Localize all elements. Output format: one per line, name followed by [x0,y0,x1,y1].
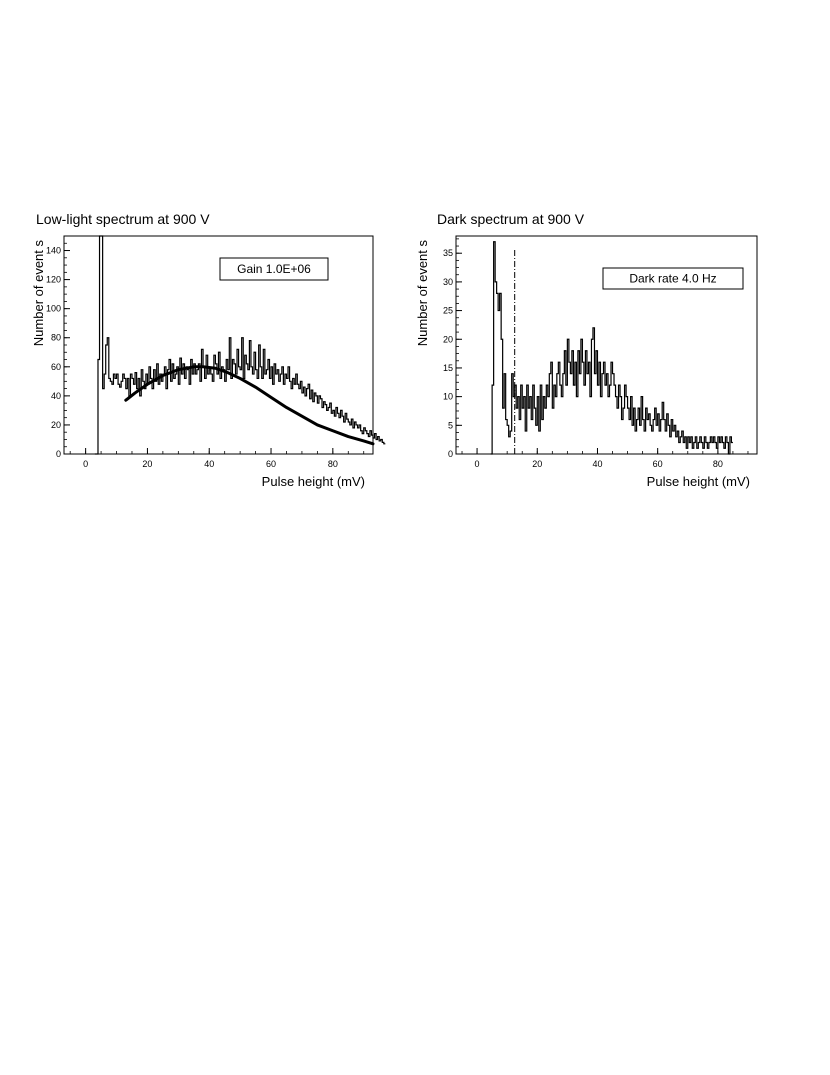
legend-text: Gain 1.0E+06 [237,262,311,276]
y-tick-label: 120 [45,274,61,285]
x-tick-label: 40 [204,459,215,469]
chart-2 [415,211,757,489]
chart-1 [31,211,385,489]
x-tick-label: 80 [327,459,338,469]
x-tick-label: 60 [266,459,277,469]
y-axis-label: Number of event s [31,240,46,347]
x-tick-label: 0 [474,459,480,469]
x-tick-label: 80 [712,459,723,469]
x-tick-label: 0 [83,459,89,469]
y-tick-label: 40 [50,390,61,401]
y-tick-label: 25 [442,305,453,316]
y-tick-label: 60 [50,361,61,372]
x-axis-label: Pulse height (mV) [646,474,750,489]
y-axis-label: Number of event s [415,240,430,347]
y-tick-label: 0 [447,449,453,459]
x-tick-label: 20 [142,459,153,469]
y-tick-label: 20 [50,419,61,430]
chart-title: Low-light spectrum at 900 V [36,211,210,227]
x-tick-label: 60 [652,459,663,469]
y-tick-label: 80 [50,332,61,343]
y-tick-label: 35 [442,248,453,259]
y-tick-label: 20 [442,334,453,345]
y-tick-label: 30 [442,276,453,287]
y-tick-label: 140 [45,245,61,256]
y-tick-label: 0 [55,449,61,459]
chart-title: Dark spectrum at 900 V [437,211,585,227]
x-tick-label: 20 [532,459,543,469]
x-tick-label: 40 [592,459,603,469]
y-tick-label: 5 [447,420,453,431]
y-tick-label: 10 [442,391,453,402]
legend-text: Dark rate 4.0 Hz [629,271,717,286]
x-axis-label: Pulse height (mV) [261,474,365,489]
y-tick-label: 100 [45,303,61,314]
y-tick-label: 15 [442,362,453,373]
